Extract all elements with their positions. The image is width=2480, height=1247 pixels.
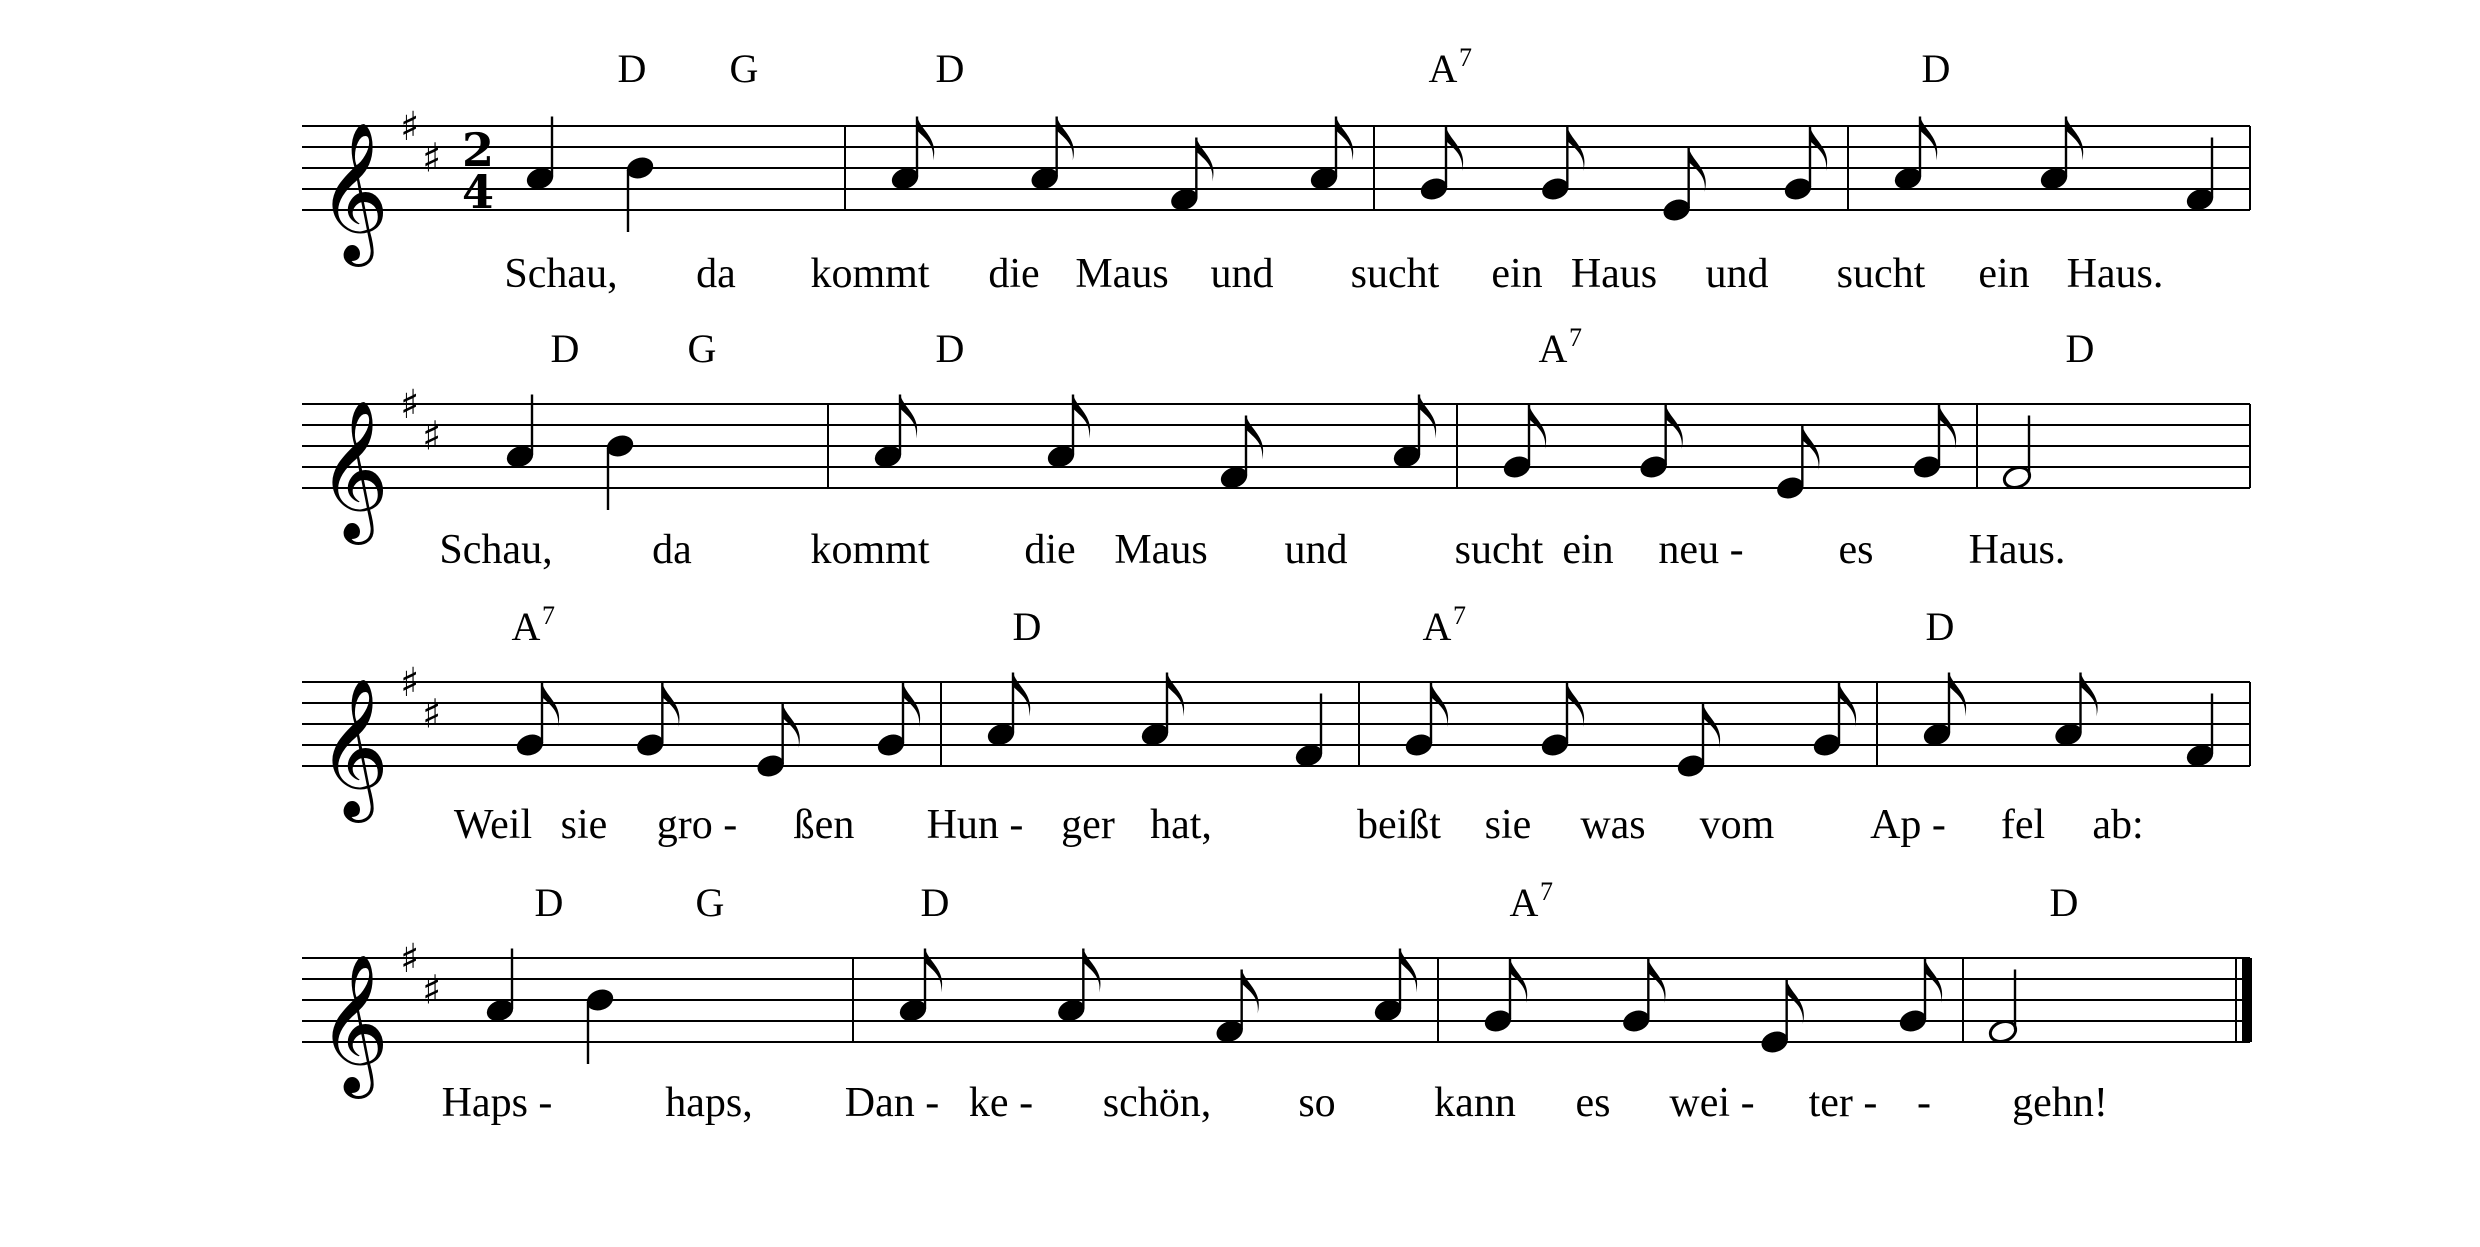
note xyxy=(1219,416,1264,491)
chord-symbol xyxy=(1510,877,1553,925)
note xyxy=(1988,970,2019,1045)
note xyxy=(1046,395,1091,470)
lyric-syllable: die xyxy=(1024,527,1076,573)
lyric-syllable: kommt xyxy=(810,251,930,297)
lyric-syllable: ßen xyxy=(793,802,855,848)
chord-name: A xyxy=(1509,880,1539,925)
note xyxy=(505,395,536,470)
sharp-c-icon: ♯ xyxy=(422,413,442,460)
chord-symbol xyxy=(1423,601,1466,649)
sharp-c-icon: ♯ xyxy=(422,135,442,182)
chord-symbol xyxy=(535,880,564,925)
chord-name: G xyxy=(695,880,725,925)
chord-superscript: 7 xyxy=(1569,323,1582,352)
note xyxy=(1502,405,1547,480)
note xyxy=(755,704,800,779)
lyric-syllable: kann xyxy=(1434,1080,1516,1126)
chord-symbol xyxy=(512,601,555,649)
lyric-syllable: Hun - xyxy=(926,802,1024,848)
note-flag xyxy=(662,683,679,727)
note-flag xyxy=(1400,949,1417,993)
lyric-syllable: ger xyxy=(1061,802,1115,848)
note-flag xyxy=(1787,980,1804,1024)
lyric-syllable: neu - xyxy=(1658,527,1744,573)
note-flag xyxy=(1510,959,1527,1003)
chord-symbol xyxy=(1926,604,1955,649)
note-flag xyxy=(1810,127,1827,171)
lyric-syllable: fel xyxy=(2000,802,2046,848)
chord-name: D xyxy=(534,880,564,925)
treble-clef-icon: 𝄞 xyxy=(318,400,389,539)
chord-symbol xyxy=(618,46,647,91)
time-signature-bottom: 4 xyxy=(462,165,495,219)
note xyxy=(890,117,935,192)
treble-clef-icon: 𝄞 xyxy=(318,678,389,817)
note xyxy=(1029,117,1074,192)
chord-symbol xyxy=(936,326,965,371)
chord-superscript: 7 xyxy=(1453,601,1466,630)
note xyxy=(898,949,943,1024)
note xyxy=(585,987,616,1064)
chord-name: D xyxy=(1921,46,1951,91)
note-flag xyxy=(1336,117,1353,161)
note xyxy=(1540,683,1585,758)
lyric-syllable: Haus. xyxy=(1968,527,2066,573)
sharp-f-icon: ♯ xyxy=(400,660,420,706)
lyric-syllable: sie xyxy=(1484,802,1532,848)
staff-system-1 xyxy=(302,43,2250,297)
chord-name: D xyxy=(1925,604,1955,649)
lyric-syllable: Maus xyxy=(1114,527,1208,573)
note xyxy=(1294,694,1325,769)
note xyxy=(1483,959,1528,1034)
note-flag xyxy=(2081,673,2098,717)
note-flag xyxy=(1689,148,1706,192)
lyric-syllable: es xyxy=(1838,527,1874,573)
note-flag xyxy=(1920,117,1937,161)
note-flag xyxy=(903,683,920,727)
chord-symbol xyxy=(2050,880,2079,925)
note xyxy=(1912,405,1957,480)
chord-name: A xyxy=(1422,604,1452,649)
lyric-syllable: Maus xyxy=(1075,251,1169,297)
note xyxy=(1621,959,1666,1034)
lyric-syllable: sie xyxy=(560,802,608,848)
note-flag xyxy=(542,683,559,727)
chord-name: G xyxy=(687,326,717,371)
note xyxy=(1056,949,1101,1024)
lyric-syllable: sucht xyxy=(1454,527,1544,573)
note-flag xyxy=(925,949,942,993)
note xyxy=(986,673,1031,748)
lyric-syllable: gehn! xyxy=(2012,1080,2108,1126)
treble-clef-icon: 𝄞 xyxy=(318,122,389,261)
note xyxy=(605,433,636,510)
lyric-syllable: wei - xyxy=(1669,1080,1755,1126)
note xyxy=(525,117,556,192)
note xyxy=(2185,138,2216,213)
lyric-syllable: gro - xyxy=(656,802,738,848)
chord-symbol xyxy=(936,46,965,91)
note-flag xyxy=(1242,970,1259,1014)
sharp-f-icon: ♯ xyxy=(400,382,420,428)
note-flag xyxy=(1666,405,1683,449)
lyric-syllable: Schau, xyxy=(439,527,553,573)
note-flag xyxy=(783,704,800,748)
note-flag xyxy=(1529,405,1546,449)
lyric-syllable: sucht xyxy=(1350,251,1440,297)
chord-symbol xyxy=(1539,323,1582,371)
note xyxy=(2185,694,2216,769)
lyric-syllable: da xyxy=(652,527,692,573)
chord-symbol xyxy=(730,46,759,91)
final-barline-thick xyxy=(2242,958,2252,1042)
chord-symbol xyxy=(1922,46,1951,91)
note xyxy=(1540,127,1585,202)
lyric-syllable: ter - xyxy=(1808,1080,1878,1126)
lyric-syllable: ein xyxy=(1491,251,1543,297)
note xyxy=(1169,138,1214,213)
chord-name: D xyxy=(935,326,965,371)
lyric-syllable: und xyxy=(1705,251,1769,297)
note-flag xyxy=(2066,117,2083,161)
lyric-syllable: ke - xyxy=(968,1080,1034,1126)
staff-system-3 xyxy=(302,601,2250,848)
chord-symbol xyxy=(696,880,725,925)
note xyxy=(1373,949,1418,1024)
note xyxy=(2039,117,2084,192)
lyric-syllable: und xyxy=(1210,251,1274,297)
chord-name: D xyxy=(935,46,965,91)
note-flag xyxy=(1083,949,1100,993)
note-flag xyxy=(1703,704,1720,748)
lyric-syllable: Schau, xyxy=(504,251,618,297)
note-flag xyxy=(1167,673,1184,717)
chord-name: D xyxy=(2049,880,2079,925)
lyric-syllable: - xyxy=(1917,1080,1931,1126)
chord-symbol xyxy=(2066,326,2095,371)
note-flag xyxy=(1246,416,1263,460)
lyric-syllable: haps, xyxy=(665,1080,753,1126)
chord-superscript: 7 xyxy=(1459,43,1472,72)
lyric-syllable: da xyxy=(696,251,736,297)
note xyxy=(1419,127,1464,202)
note-flag xyxy=(1925,959,1942,1003)
note-flag xyxy=(1057,117,1074,161)
chord-symbol xyxy=(688,326,717,371)
lyric-syllable: ein xyxy=(1978,251,2030,297)
note xyxy=(1392,395,1437,470)
lyric-syllable: Haps - xyxy=(441,1080,553,1126)
note xyxy=(2053,673,2098,748)
note xyxy=(1638,405,1683,480)
treble-clef-icon: 𝄞 xyxy=(318,954,389,1093)
note xyxy=(1309,117,1354,192)
chord-name: G xyxy=(729,46,759,91)
sharp-f-icon: ♯ xyxy=(400,104,420,150)
note xyxy=(515,683,560,758)
note-flag xyxy=(1939,405,1956,449)
note-flag xyxy=(1073,395,1090,439)
chord-symbol xyxy=(551,326,580,371)
note xyxy=(1783,127,1828,202)
note xyxy=(1893,117,1938,192)
note-flag xyxy=(1013,673,1030,717)
note xyxy=(1140,673,1185,748)
note xyxy=(625,155,656,232)
note-flag xyxy=(1648,959,1665,1003)
note-flag xyxy=(1419,395,1436,439)
note xyxy=(876,683,921,758)
chord-superscript: 7 xyxy=(1540,877,1553,906)
chord-symbol xyxy=(921,880,950,925)
note-flag xyxy=(917,117,934,161)
staff-system-2 xyxy=(302,323,2250,573)
chord-symbol xyxy=(1013,604,1042,649)
note-flag xyxy=(900,395,917,439)
note xyxy=(1404,683,1449,758)
lyric-syllable: ab: xyxy=(2092,802,2144,848)
lyric-syllable: Haus xyxy=(1570,251,1658,297)
lyric-syllable: sucht xyxy=(1836,251,1926,297)
lyric-syllable: Weil xyxy=(453,802,533,848)
note xyxy=(1661,148,1706,223)
lyric-syllable: hat, xyxy=(1150,802,1212,848)
note-flag xyxy=(1949,673,1966,717)
note xyxy=(635,683,680,758)
lyric-syllable: es xyxy=(1575,1080,1611,1126)
chord-name: A xyxy=(1538,326,1568,371)
chord-name: D xyxy=(1012,604,1042,649)
sharp-f-icon: ♯ xyxy=(400,936,420,982)
time-signature-top: 2 xyxy=(462,123,495,177)
note-flag xyxy=(1839,683,1856,727)
note-flag xyxy=(1196,138,1213,182)
lyric-syllable: Ap - xyxy=(1870,802,1946,848)
note xyxy=(2002,416,2033,491)
chord-name: A xyxy=(511,604,541,649)
lyric-syllable: kommt xyxy=(810,527,930,573)
sharp-c-icon: ♯ xyxy=(422,691,442,738)
lyric-syllable: und xyxy=(1284,527,1348,573)
note xyxy=(1759,980,1804,1055)
note-flag xyxy=(1567,683,1584,727)
lyric-syllable: beißt xyxy=(1357,802,1441,848)
note-flag xyxy=(1446,127,1463,171)
lyric-syllable: so xyxy=(1298,1080,1336,1126)
note xyxy=(485,949,516,1024)
lyric-syllable: schön, xyxy=(1102,1080,1212,1126)
note xyxy=(1676,704,1721,779)
chord-name: D xyxy=(617,46,647,91)
note xyxy=(1898,959,1943,1034)
lyric-syllable: was xyxy=(1580,802,1646,848)
lyric-syllable: vom xyxy=(1699,802,1775,848)
note-flag xyxy=(1431,683,1448,727)
sharp-c-icon: ♯ xyxy=(422,967,442,1014)
chord-name: A xyxy=(1428,46,1458,91)
note-flag xyxy=(1802,426,1819,470)
chord-superscript: 7 xyxy=(542,601,555,630)
note xyxy=(1775,426,1820,501)
note xyxy=(1812,683,1857,758)
note xyxy=(1922,673,1967,748)
chord-symbol xyxy=(1429,43,1472,91)
note-flag xyxy=(1567,127,1584,171)
lyric-syllable: ein xyxy=(1562,527,1614,573)
lyric-syllable: die xyxy=(988,251,1040,297)
staff-system-4 xyxy=(302,877,2252,1126)
note xyxy=(873,395,918,470)
chord-name: D xyxy=(2065,326,2095,371)
lyric-syllable: Haus. xyxy=(2066,251,2164,297)
lyric-syllable: Dan - xyxy=(844,1080,940,1126)
note xyxy=(1214,970,1259,1045)
chord-name: D xyxy=(550,326,580,371)
chord-name: D xyxy=(920,880,950,925)
